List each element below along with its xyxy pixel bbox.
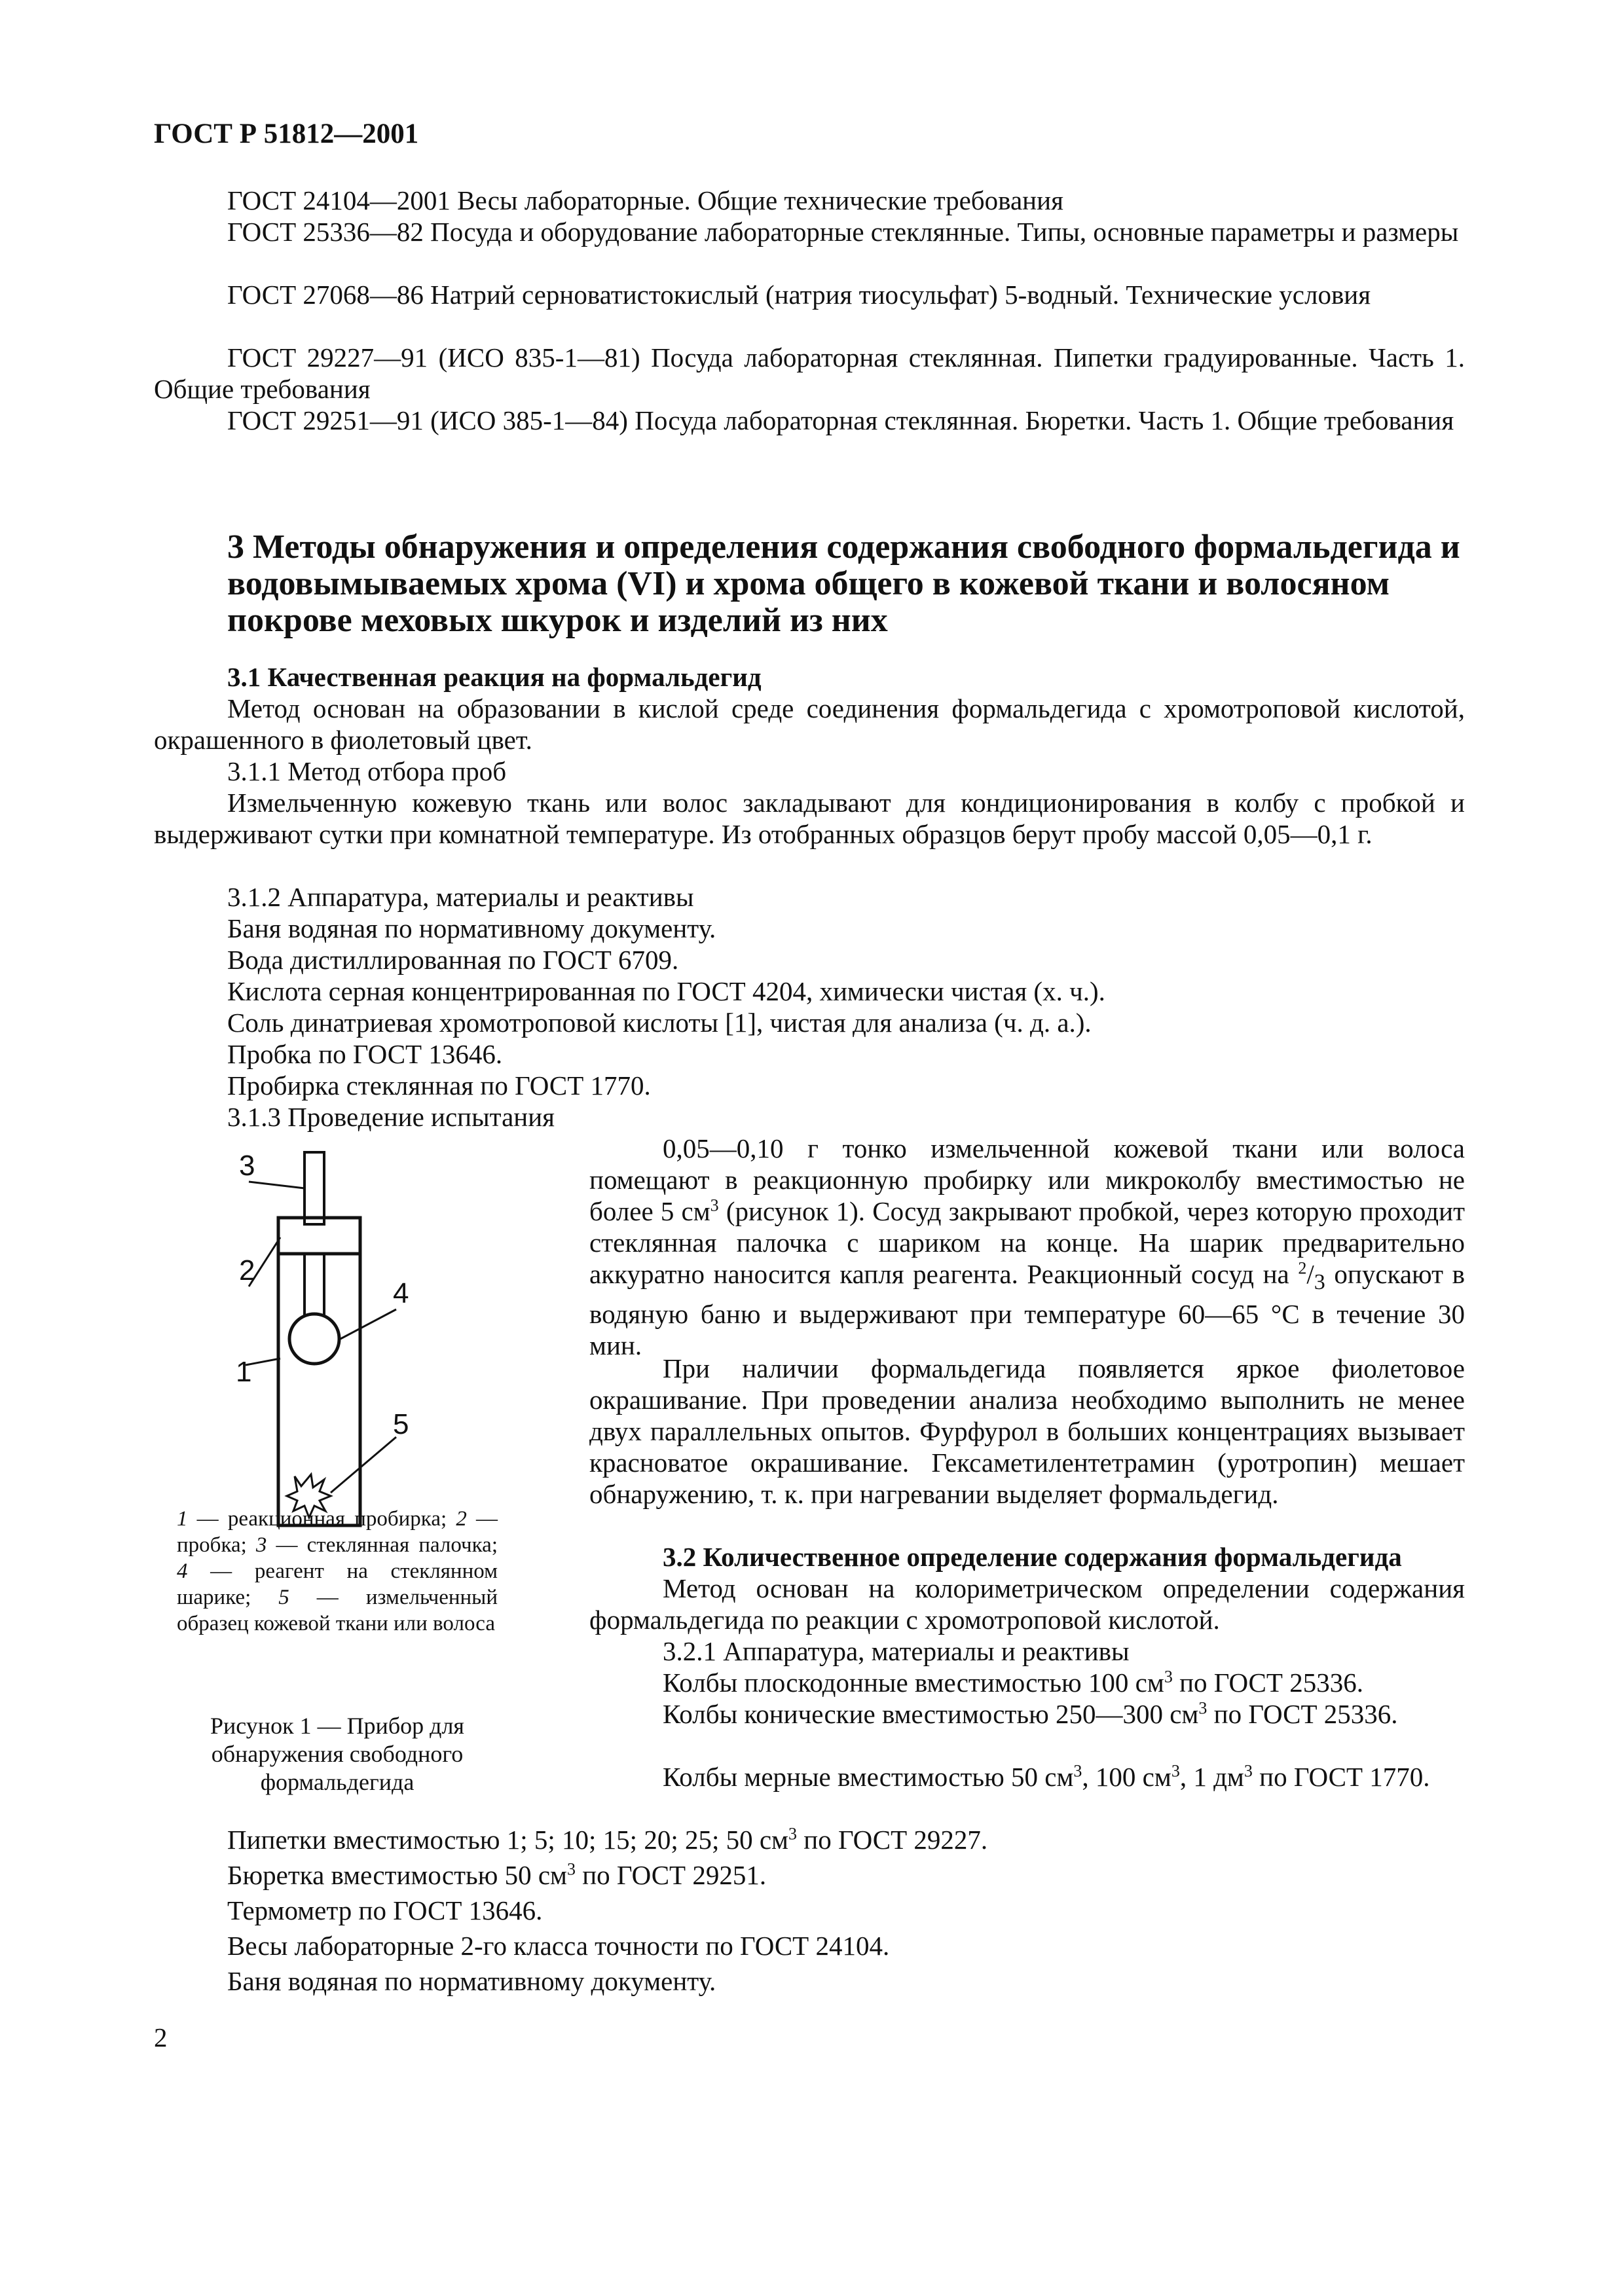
list-item: Соль динатриевая хромотроповой кислоты [1], чистая для анализа (ч. д. а.). — [227, 1008, 1092, 1038]
figure-label-4: 4 — [393, 1277, 409, 1309]
list-item: Колбы мерные вместимостью 50 $см^3$, 100 $см^3$, 1 $дм^3$ по ГОСТ 1770. — [663, 1761, 1430, 1792]
list-item: Колбы плоскодонные вместимостью 100 $см^3$ по ГОСТ 25336. — [663, 1667, 1363, 1698]
glass-rod — [304, 1152, 324, 1218]
list-item: Пипетки вместимостью 1; 5; 10; 15; 20; 25; 50 $см^3$ по ГОСТ 29227. — [227, 1824, 988, 1855]
subsection-3-1-2-heading: 3.1.2 Аппаратура, материалы и реактивы — [227, 882, 694, 912]
list-item: Кислота серная концентрированная по ГОСТ 4204, химически чистая (х. ч.). — [227, 976, 1105, 1006]
reagent-ball — [289, 1314, 339, 1364]
list-item: Весы лабораторные 2-го класса точности по ГОСТ 24104. — [227, 1931, 890, 1961]
subsection-3-1-heading: 3.1 Качественная реакция на формальдегид — [227, 662, 762, 692]
figure-legend: 1 — реакционная пробирка; 2 — пробка; 3 — стеклянная палочка; 4 — реагент на стеклянном шарике; 5 — измельченный образец кожевой ткани или волоса — [177, 1507, 498, 1635]
list-item: Термометр по ГОСТ 13646. — [227, 1895, 543, 1925]
list-item: Колбы конические вместимостью 250—300 $см^3$ по ГОСТ 25336. — [663, 1698, 1398, 1729]
subsection-3-1-text: Метод основан на образовании в кислой среде соединения формальдегида с хромотроповой кислотой, окрашенного в фиолетовый цвет. — [154, 693, 1465, 755]
subsection-3-1-1-text: Измельченную кожевую ткань или волос закладывают для кондиционирования в колбу с пробкой и выдерживают сутки при комнатной температуре. Из отобранных образцов берут пробу массой 0,05—0,1 г. — [154, 788, 1465, 849]
list-item: Бюретка вместимостью 50 $см^3$ по ГОСТ 29251. — [227, 1859, 767, 1890]
figure-label-2: 2 — [239, 1254, 255, 1286]
figure-apparatus — [216, 1139, 426, 1532]
reference-gost-24104: ГОСТ 24104—2001 Весы лабораторные. Общие технические требования — [227, 185, 1063, 215]
list-item: Баня водяная по нормативному документу. — [227, 913, 716, 943]
list-item: Пробирка стеклянная по ГОСТ 1770. — [227, 1070, 651, 1101]
figure-label-3: 3 — [239, 1150, 255, 1182]
list-item: Баня водяная по нормативному документу. — [227, 1966, 716, 1996]
reference-gost-25336: ГОСТ 25336—82 Посуда и оборудование лабораторные стеклянные. Типы, основные параметры и размеры — [227, 217, 1459, 247]
subsection-3-2-1-heading: 3.2.1 Аппаратура, материалы и реактивы — [663, 1636, 1130, 1666]
list-item: Пробка по ГОСТ 13646. — [227, 1039, 503, 1069]
reference-gost-29227: ГОСТ 29227—91 (ИСО 835-1—81) Посуда лабораторная стеклянная. Пипетки градуированные. Часть 1. Общие требования — [154, 342, 1465, 404]
document-code: ГОСТ Р 51812—2001 — [154, 118, 419, 149]
test-procedure-text: 0,05—0,10 г тонко измельченной кожевой ткани или волоса помещают в реакционную пробирку или микроколбу вместимостью не более 5 $см^3$ (рисунок 1). Сосуд закрывают пробкой, через которую проходит стеклянная палочка с шариком на конце. На шарик предварительно аккуратно наносится капля реагента. Реакционный сосуд на $^2/_3$ опускают в водяную баню и выдерживают при температуре 60—65 °С в течение 30 мин. — [589, 1133, 1465, 1361]
test-result-text: При наличии формальдегида появляется яркое фиолетовое окрашивание. При проведении анализа необходимо выполнить не менее двух параллельных опытов. Фурфурол в больших концентрациях вызывает красноватое окрашивание. Гексаметилентетрамин (уротропин) мешает обнаружению, т. к. при нагревании выделяет формальдегид. — [589, 1353, 1465, 1509]
subsection-3-1-1-heading: 3.1.1 Метод отбора проб — [227, 756, 507, 786]
subsection-3-2-heading: 3.2 Количественное определение содержания формальдегида — [663, 1542, 1402, 1572]
reference-gost-27068: ГОСТ 27068—86 Натрий серноватистокислый (натрия тиосульфат) 5-водный. Технические условия — [227, 280, 1371, 310]
section-title: 3 Методы обнаружения и определения содержания свободного формальдегида и водовымываемых хрома (VI) и хрома общего в кожевой ткани и волосяном покрове меховых шкурок и изделий из них — [227, 528, 1460, 639]
page-number: 2 — [154, 2022, 168, 2052]
subsection-3-2-text: Метод основан на колориметрическом определении содержания формальдегида по реакции с хромотроповой кислотой. — [589, 1573, 1465, 1635]
figure-label-1: 1 — [236, 1356, 252, 1388]
figure-label-5: 5 — [393, 1408, 409, 1440]
list-item: Вода дистиллированная по ГОСТ 6709. — [227, 945, 679, 975]
reference-gost-29251: ГОСТ 29251—91 (ИСО 385-1—84) Посуда лабораторная стеклянная. Бюретки. Часть 1. Общие требования — [227, 405, 1454, 435]
subsection-3-1-3-heading: 3.1.3 Проведение испытания — [227, 1102, 555, 1132]
figure-caption: Рисунок 1 — Прибор для обнаружения свободного формальдегида — [210, 1713, 464, 1795]
